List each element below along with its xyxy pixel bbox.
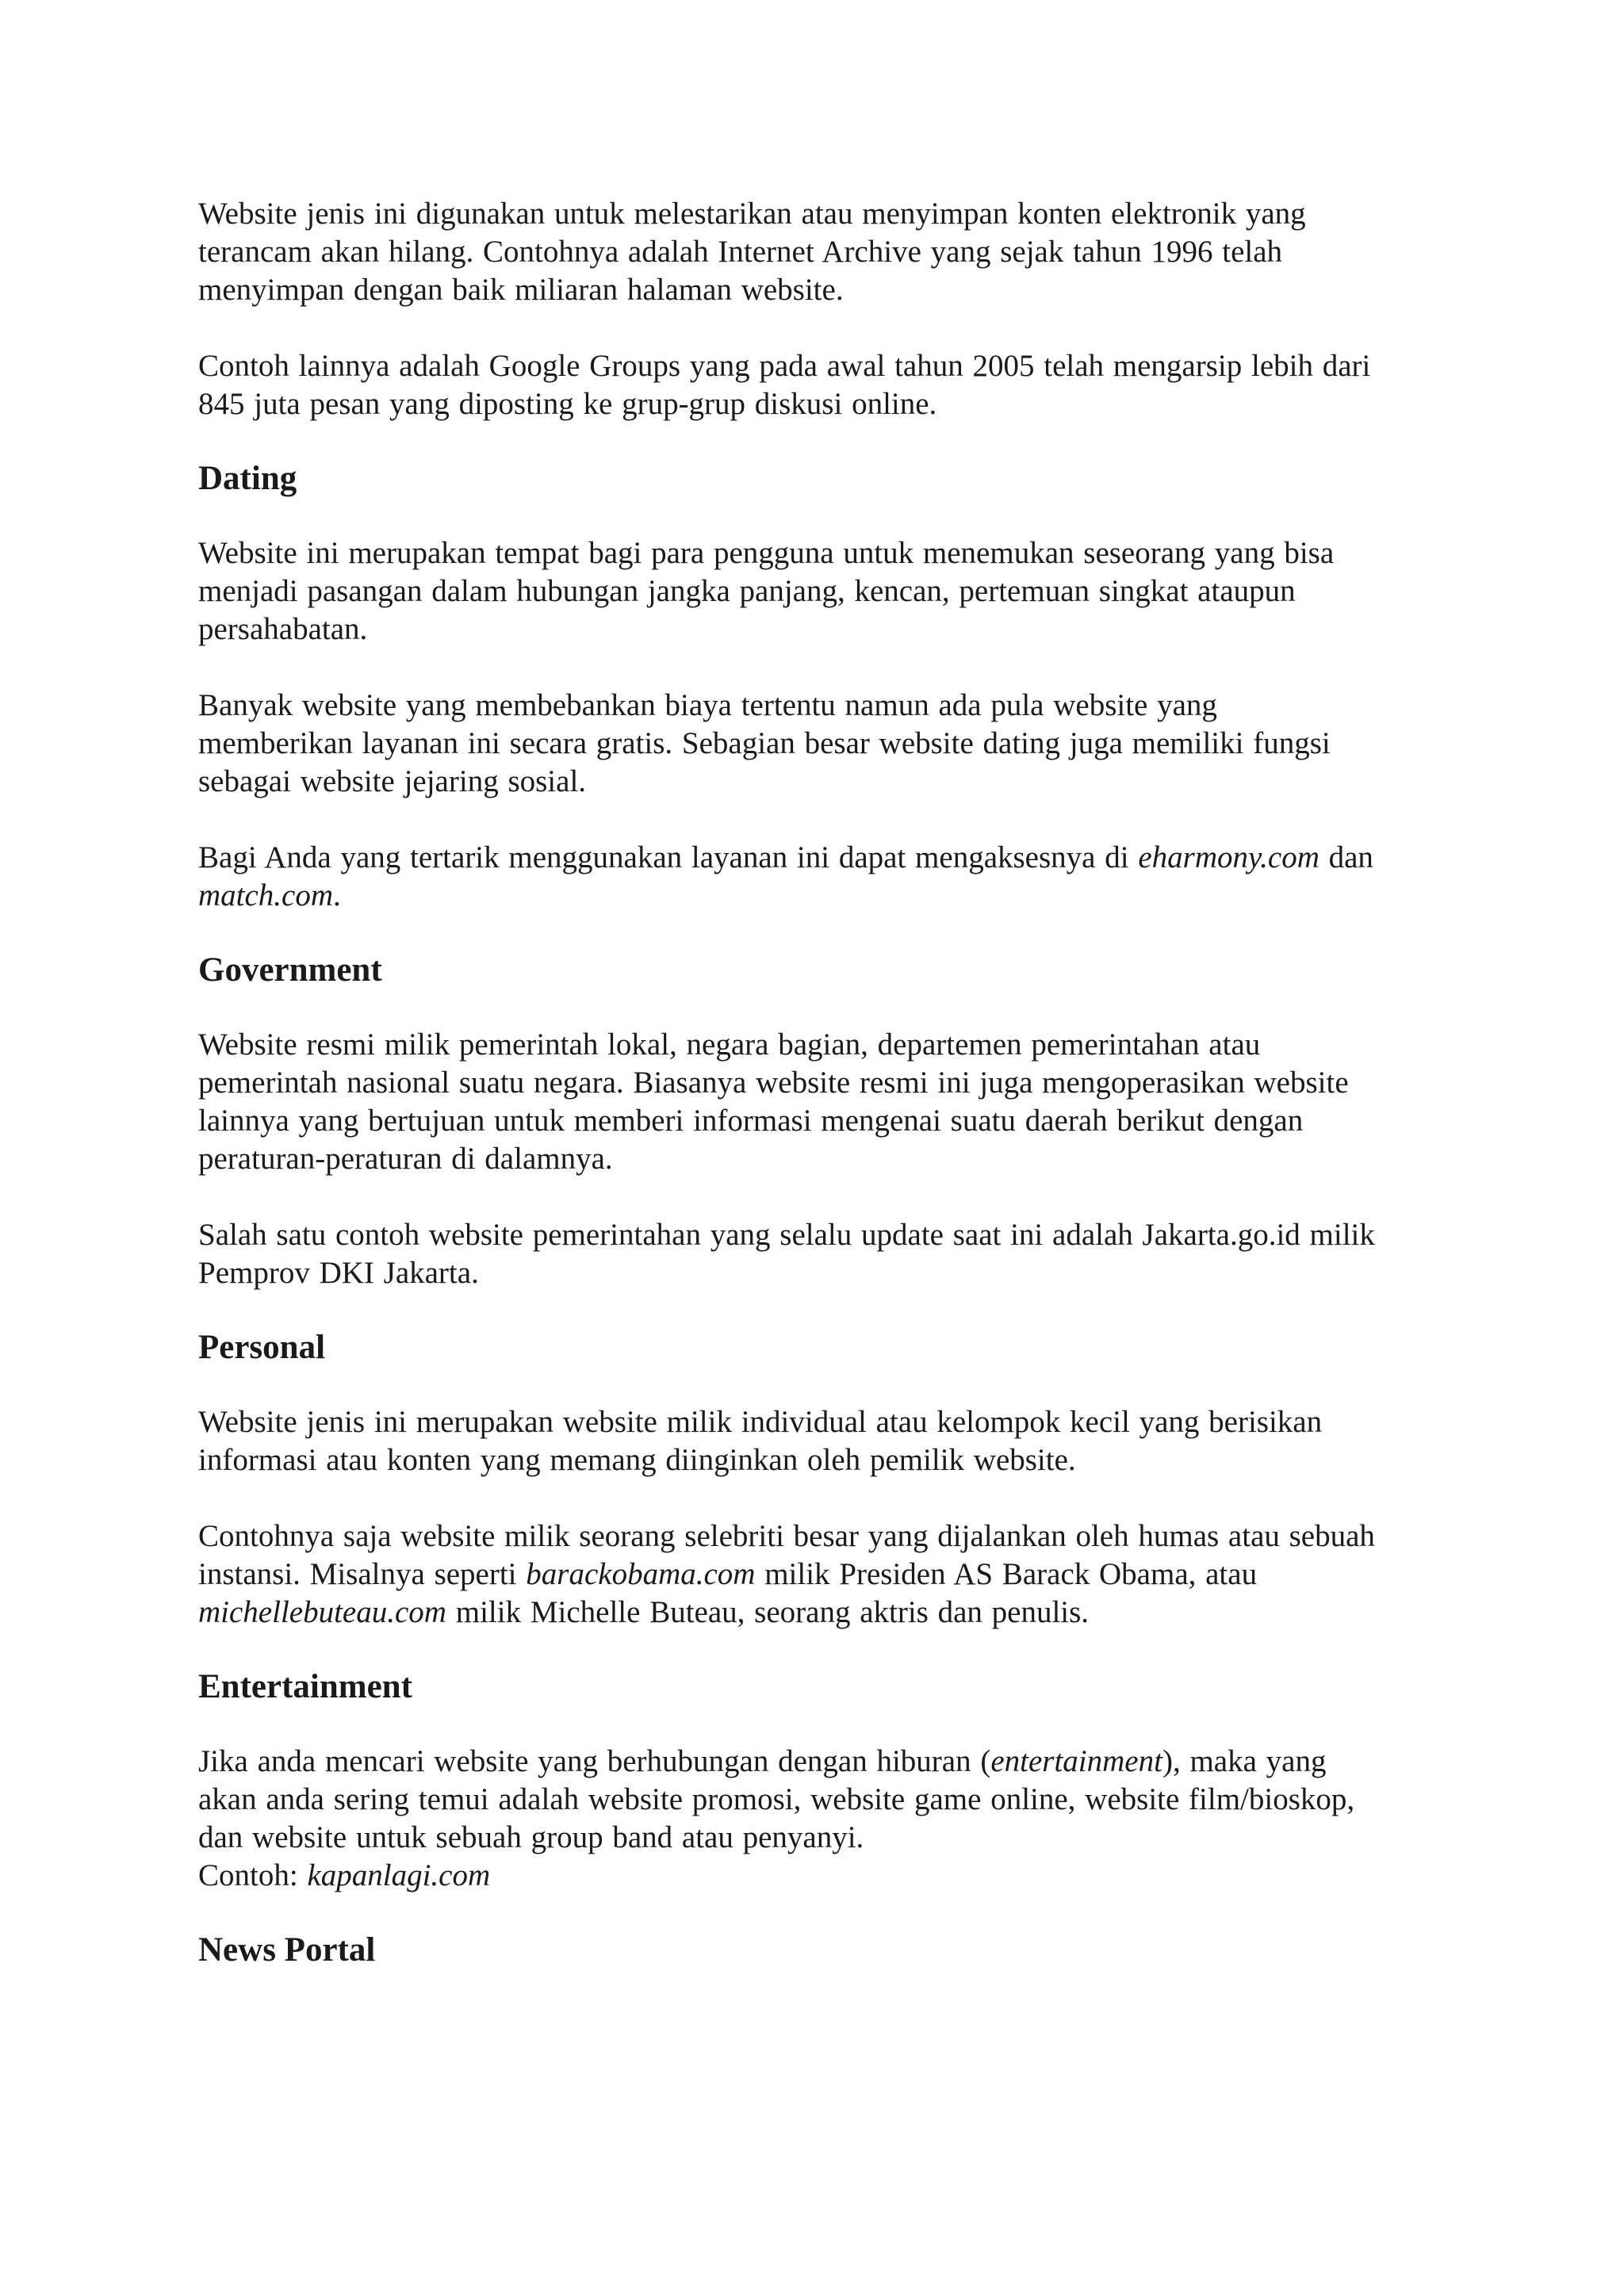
text-line <box>198 1743 1451 1781</box>
text-run: instansi. Misalnya seperti <box>198 1557 527 1591</box>
personal-paragraph-1 <box>198 1403 1451 1479</box>
text-line <box>198 1556 1451 1594</box>
text-line: Website ini merupakan tempat bagi para pengguna untuk menemukan seseorang yang bisa <box>198 536 1335 570</box>
text-line: Website resmi milik pemerintah lokal, negara bagian, departemen pemerintahan atau <box>198 1027 1261 1062</box>
text-line: lainnya yang bertujuan untuk memberi informasi mengenai suatu daerah berikut dengan <box>198 1104 1304 1138</box>
dating-paragraph-2 <box>198 687 1451 801</box>
text-line <box>198 1594 1451 1632</box>
archive-paragraph-1 <box>198 195 1451 309</box>
text-line: akan anda sering temui adalah website promosi, website game online, website film/bioskop, <box>198 1782 1355 1816</box>
text-run: milik Michelle Buteau, seorang aktris dan penulis. <box>446 1595 1090 1629</box>
site-name-barackobama: barackobama.com <box>526 1557 756 1591</box>
archive-paragraph-2 <box>198 347 1451 423</box>
text-line: sebagai website jejaring sosial. <box>198 764 587 798</box>
text-line: pemerintah nasional suatu negara. Biasanya website resmi ini juga mengoperasikan website <box>198 1066 1349 1100</box>
text-line: Contohnya saja website milik seorang selebriti besar yang dijalankan oleh humas atau sebuah <box>198 1519 1375 1553</box>
text-line: menyimpan dengan baik miliaran halaman website. <box>198 273 844 307</box>
italic-term: entertainment <box>990 1744 1162 1778</box>
text-line: Contoh lainnya adalah Google Groups yang pada awal tahun 2005 telah mengarsip lebih dari <box>198 349 1371 383</box>
text-line <box>198 1857 1451 1895</box>
text-run: dan <box>1319 840 1373 874</box>
section-heading-personal: Personal <box>198 1329 326 1366</box>
site-name-eharmony: eharmony.com <box>1138 840 1320 874</box>
text-run: . <box>333 878 341 913</box>
document-content <box>198 195 1451 2006</box>
site-name-match: match.com <box>198 878 334 913</box>
section-heading-news-portal: News Portal <box>198 1931 376 1969</box>
text-line: 845 juta pesan yang diposting ke grup-grup diskusi online. <box>198 387 937 421</box>
dating-paragraph-3 <box>198 839 1451 915</box>
text-line: terancam akan hilang. Contohnya adalah Internet Archive yang sejak tahun 1996 telah <box>198 235 1283 269</box>
text-run: Jika anda mencari website yang berhubungan dengan hiburan ( <box>198 1744 991 1778</box>
text-line: peraturan-peraturan di dalamnya. <box>198 1142 613 1176</box>
text-line: Website jenis ini merupakan website milik individual atau kelompok kecil yang berisikan <box>198 1405 1323 1439</box>
section-heading-government: Government <box>198 951 382 989</box>
text-line: Salah satu contoh website pemerintahan yang selalu update saat ini adalah Jakarta.go.id milik <box>198 1218 1375 1252</box>
text-line: Banyak website yang membebankan biaya tertentu namun ada pula website yang <box>198 688 1217 722</box>
text-line: menjadi pasangan dalam hubungan jangka panjang, kencan, pertemuan singkat ataupun <box>198 574 1296 608</box>
dating-paragraph-1 <box>198 534 1451 649</box>
site-name-kapanlagi: kapanlagi.com <box>307 1858 491 1892</box>
text-line <box>198 839 1451 877</box>
entertainment-paragraph <box>198 1743 1451 1895</box>
government-paragraph-1 <box>198 1026 1451 1178</box>
section-heading-dating: Dating <box>198 460 297 497</box>
text-line: informasi atau konten yang memang diinginkan oleh pemilik website. <box>198 1443 1076 1477</box>
text-line: dan website untuk sebuah group band atau penyanyi. <box>198 1820 864 1854</box>
section-heading-entertainment: Entertainment <box>198 1668 412 1705</box>
site-name-michellebuteau: michellebuteau.com <box>198 1595 446 1629</box>
personal-paragraph-2 <box>198 1517 1451 1632</box>
text-run: Bagi Anda yang tertarik menggunakan layanan ini dapat mengaksesnya di <box>198 840 1139 874</box>
text-line: Pemprov DKI Jakarta. <box>198 1256 479 1290</box>
text-line: Website jenis ini digunakan untuk melestarikan atau menyimpan konten elektronik yang <box>198 197 1306 231</box>
text-run: milik Presiden AS Barack Obama, atau <box>755 1557 1258 1591</box>
text-line: persahabatan. <box>198 612 368 646</box>
text-line <box>198 877 1451 915</box>
government-paragraph-2 <box>198 1216 1451 1292</box>
text-run: ), maka yang <box>1162 1744 1327 1778</box>
text-line: memberikan layanan ini secara gratis. Sebagian besar website dating juga memiliki fungsi <box>198 726 1331 760</box>
example-label: Contoh: <box>198 1858 308 1892</box>
